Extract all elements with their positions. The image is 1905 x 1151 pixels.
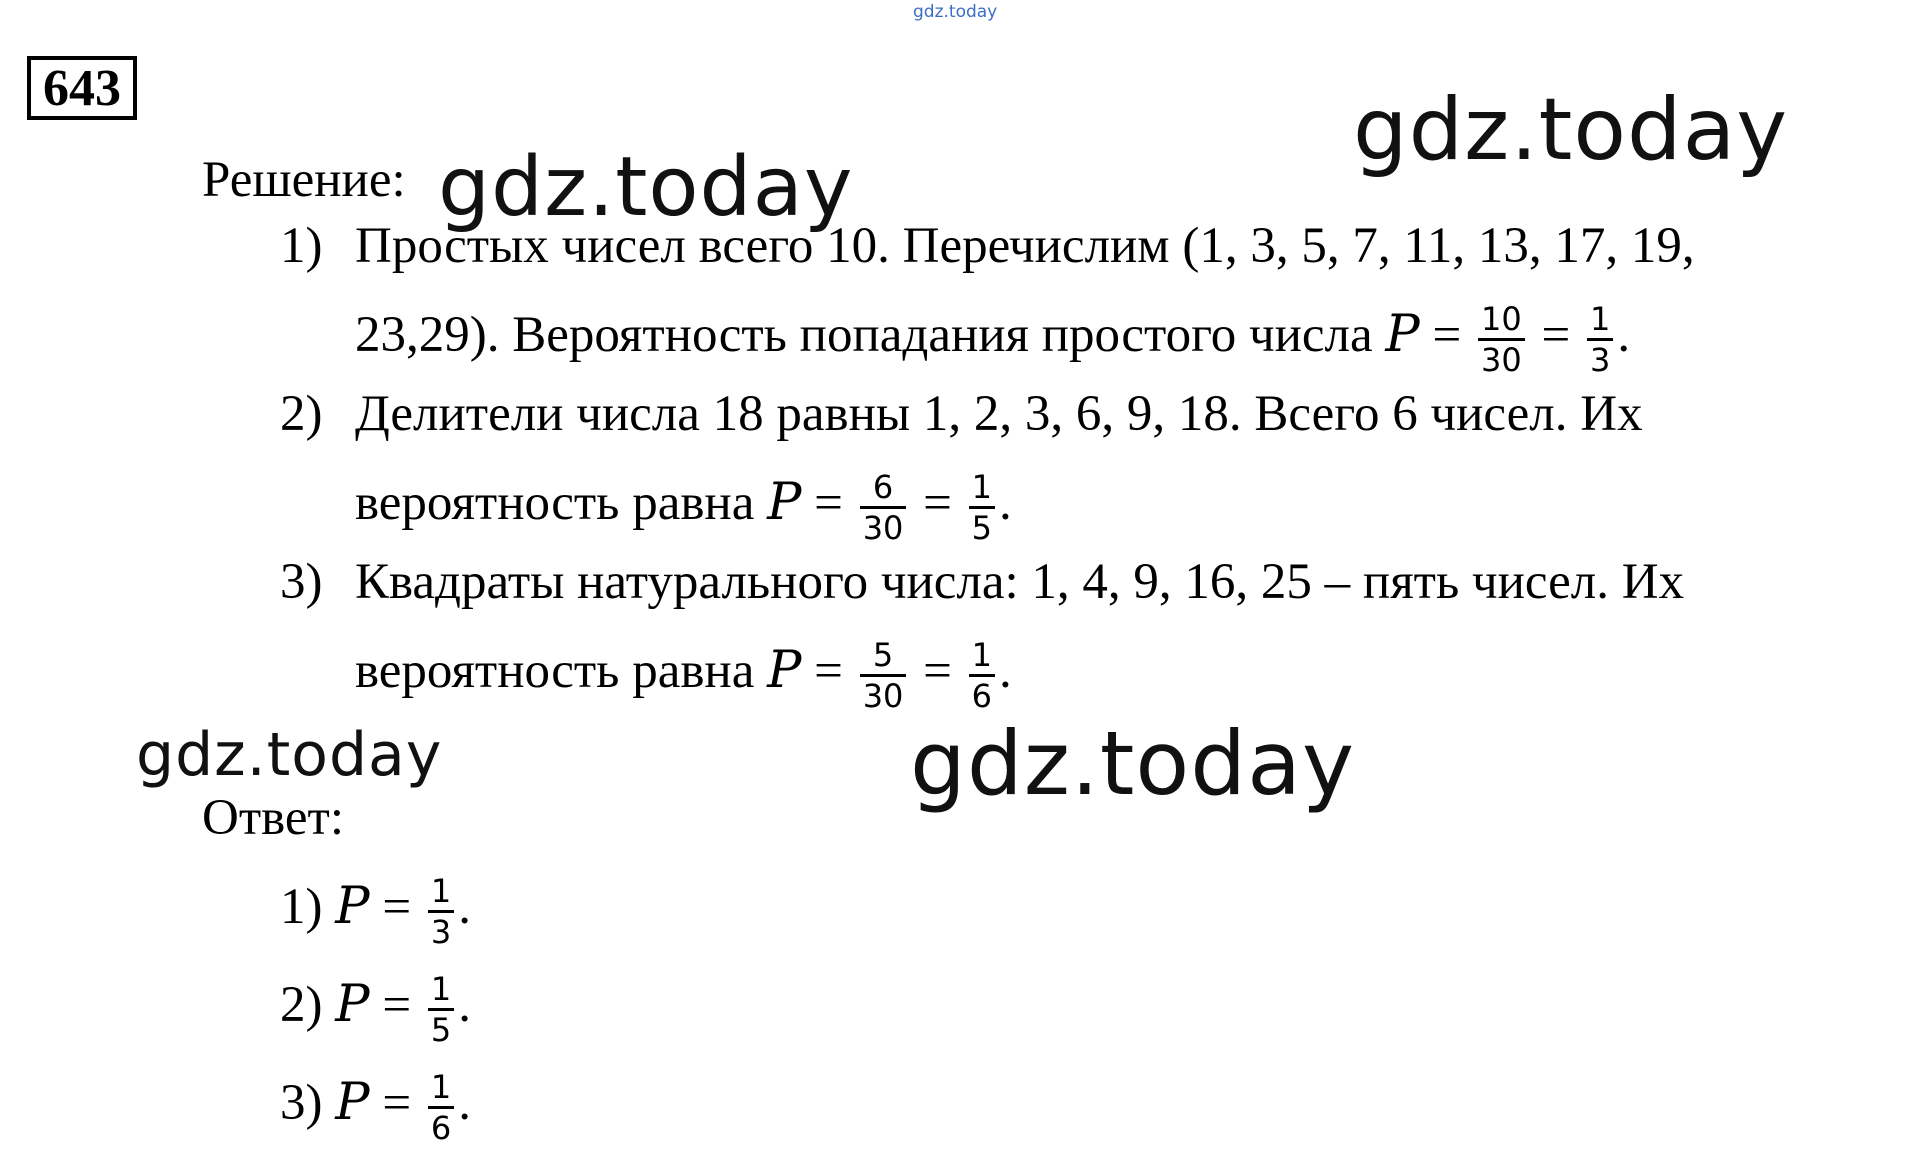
answer-label: Ответ:	[202, 790, 344, 846]
item-3-eq2: =	[923, 643, 952, 700]
solution-label: Решение:	[202, 152, 406, 208]
answer-1	[280, 872, 471, 951]
item-1-line1: Простых чисел всего 10. Перечислим (1, 3, 5, 7, 11, 13, 17, 19,	[355, 218, 1695, 274]
item-2-line2	[355, 468, 1012, 547]
item-3-frac2-num: 1	[969, 636, 995, 677]
item-2-frac2-num: 1	[969, 468, 995, 509]
item-1-frac2-num: 1	[1587, 300, 1613, 341]
item-1-eq1: =	[1432, 307, 1462, 364]
item-1-frac1	[1478, 300, 1525, 379]
answer-2-var: P	[335, 975, 370, 1035]
item-1-end: .	[1617, 307, 1631, 364]
item-2-eq1: =	[814, 475, 843, 532]
answer-3-eq: =	[382, 1075, 412, 1132]
item-3-end: .	[999, 643, 1012, 700]
watermark-3: gdz.today	[136, 720, 443, 790]
item-1-frac2-den: 3	[1589, 341, 1611, 379]
answer-1-frac	[428, 872, 454, 951]
item-2-frac1-den: 30	[862, 509, 904, 547]
item-2-line2-text: вероятность равна	[355, 475, 755, 532]
problem-number: 643	[27, 56, 137, 120]
item-1-var: P	[1385, 305, 1420, 365]
item-1-marker: 1)	[280, 218, 323, 274]
item-3-marker: 3)	[280, 554, 323, 610]
answer-1-var: P	[335, 877, 370, 937]
answer-1-eq: =	[382, 879, 412, 936]
answer-1-end: .	[458, 879, 471, 936]
item-3-var: P	[767, 641, 802, 701]
answer-1-frac-num: 1	[428, 872, 454, 913]
item-3-frac1-num: 5	[860, 636, 907, 677]
item-2-marker: 2)	[280, 386, 323, 442]
watermark-2: gdz.today	[438, 140, 854, 235]
answer-2-frac	[428, 970, 454, 1049]
watermark-1: gdz.today	[1353, 80, 1789, 180]
item-1-frac1-den: 30	[1480, 341, 1522, 379]
answer-2-frac-num: 1	[428, 970, 454, 1011]
answer-1-frac-den: 3	[430, 913, 452, 951]
watermark-top: gdz.today	[913, 2, 998, 22]
item-3-frac1	[860, 636, 907, 715]
item-3-frac2	[969, 636, 995, 715]
item-2-line1: Делители числа 18 равны 1, 2, 3, 6, 9, 18. Всего 6 чисел. Их	[355, 386, 1643, 442]
item-3-frac2-den: 6	[971, 677, 993, 715]
item-2-var: P	[767, 473, 802, 533]
answer-3-end: .	[458, 1075, 471, 1132]
item-2-end: .	[999, 475, 1012, 532]
item-1-line2	[355, 300, 1630, 379]
answer-2-eq: =	[382, 977, 412, 1034]
item-2-frac2	[969, 468, 995, 547]
item-2-frac1-num: 6	[860, 468, 907, 509]
answer-1-marker: 1)	[280, 879, 323, 936]
item-3-eq1: =	[814, 643, 843, 700]
item-2-frac1	[860, 468, 907, 547]
item-1-frac1-num: 10	[1478, 300, 1525, 341]
watermark-4: gdz.today	[910, 712, 1356, 815]
item-2-eq2: =	[923, 475, 952, 532]
item-3-line1: Квадраты натурального числа: 1, 4, 9, 16, 25 – пять чисел. Их	[355, 554, 1685, 610]
item-3-line2	[355, 636, 1012, 715]
item-1-frac2	[1587, 300, 1613, 379]
answer-2-end: .	[458, 977, 471, 1034]
item-1-line2-text: 23,29). Вероятность попадания простого числа	[355, 307, 1373, 364]
answer-3-frac-num: 1	[428, 1068, 454, 1109]
answer-3	[280, 1068, 471, 1147]
answer-2	[280, 970, 471, 1049]
answer-2-frac-den: 5	[430, 1011, 452, 1049]
item-1-eq2: =	[1541, 307, 1571, 364]
item-2-frac2-den: 5	[971, 509, 993, 547]
item-3-line2-text: вероятность равна	[355, 643, 755, 700]
answer-3-frac-den: 6	[430, 1109, 452, 1147]
answer-2-marker: 2)	[280, 977, 323, 1034]
item-3-frac1-den: 30	[862, 677, 904, 715]
answer-3-marker: 3)	[280, 1075, 323, 1132]
answer-3-var: P	[335, 1073, 370, 1133]
answer-3-frac	[428, 1068, 454, 1147]
